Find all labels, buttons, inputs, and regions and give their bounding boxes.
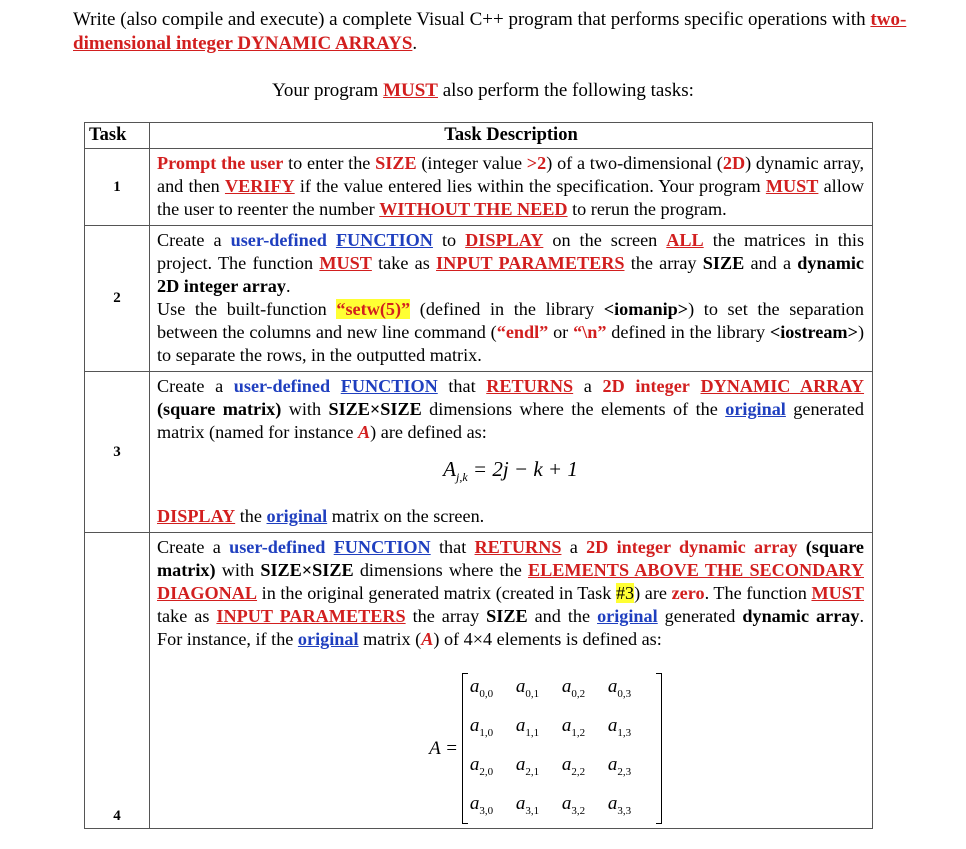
t2-p4: to xyxy=(432,230,466,250)
t1-p1: Prompt the user xyxy=(157,153,284,173)
intro-period: . xyxy=(412,33,418,54)
t4-p27: . For instance, if the xyxy=(157,606,865,650)
t1-p14: to rerun the program. xyxy=(567,199,727,219)
t2-q5: ) to set the separation between the columns and new line command ( xyxy=(157,299,864,342)
t3-d4: matrix on the screen. xyxy=(327,506,485,527)
subtitle-pre: Your program xyxy=(272,80,384,101)
matrix-cell xyxy=(516,714,562,745)
task-table xyxy=(84,122,873,829)
task-number-1: 1 xyxy=(85,149,150,226)
matrix-cell xyxy=(516,792,562,823)
matrix-cell xyxy=(470,675,516,706)
t1-p13: WITHOUT THE NEED xyxy=(379,199,568,219)
t3-p7: 2D integer xyxy=(602,376,690,396)
t3-p13: original xyxy=(725,399,786,419)
matrix-example xyxy=(157,673,864,824)
t4-p13: in the original generated matrix (created in Task xyxy=(257,583,616,604)
matrix-label: A = xyxy=(429,738,458,760)
t1-p10: if the value entered lies within the specification. Your program xyxy=(294,176,766,196)
t3-p14: generated matrix (named for instance xyxy=(157,399,864,442)
t4-p5: RETURNS xyxy=(474,537,562,558)
t2-q6: “endl” xyxy=(496,322,549,342)
formula-lhs: A xyxy=(443,457,456,481)
t1-p9: VERIFY xyxy=(224,176,295,196)
task-row-2 xyxy=(85,226,873,372)
intro-line1: Write (also compile and execute) a complete Visual C++ program that performs specific operations with xyxy=(73,9,866,30)
matrix-cell-subscript: 3,0 xyxy=(479,804,494,817)
t2-p11: INPUT PARAMETERS xyxy=(436,253,625,273)
t4-p10: SIZE×SIZE xyxy=(260,560,354,581)
t2-p2: user-defined xyxy=(230,230,327,250)
t3-p4: that xyxy=(437,376,487,396)
t2-q2: “setw(5)” xyxy=(336,299,411,319)
t2-p14: and a xyxy=(744,253,798,273)
task-description-2 xyxy=(150,226,873,372)
matrix-cell xyxy=(470,714,516,745)
t3-p9: (square matrix) xyxy=(157,399,282,419)
t3-p15: A xyxy=(358,422,371,442)
table-header xyxy=(85,123,873,149)
matrix-cell-letter: a xyxy=(607,792,618,814)
subtitle xyxy=(0,80,966,102)
t2-q4: <iomanip> xyxy=(603,299,689,319)
t4-p17: . The function xyxy=(704,583,812,604)
task-number-2: 2 xyxy=(85,226,150,372)
matrix-cell-letter: a xyxy=(469,753,480,775)
matrix-cell-subscript: 3,2 xyxy=(571,804,586,817)
task-row-1 xyxy=(85,149,873,226)
t2-p6: on the screen xyxy=(543,230,667,250)
t4-p18: MUST xyxy=(811,583,864,604)
t2-p8: the matrices in this project. The function xyxy=(157,230,865,273)
t2-p12: the array xyxy=(624,253,703,273)
task-description-1 xyxy=(150,149,873,226)
formula-rhs: = 2j − k + 1 xyxy=(472,457,578,481)
matrix-grid xyxy=(468,673,656,824)
t3-d1: DISPLAY xyxy=(157,506,236,527)
matrix-cell-subscript: 1,0 xyxy=(479,726,494,739)
t4-p2: user-defined xyxy=(229,537,326,558)
t3-p3: FUNCTION xyxy=(340,376,438,396)
t4-p29: matrix ( xyxy=(358,629,422,650)
t3-p6: a xyxy=(573,376,603,396)
t4-p4: that xyxy=(430,537,475,558)
t1-p8: ) dynamic array, and then xyxy=(157,153,865,196)
matrix-cell-subscript: 1,3 xyxy=(617,726,632,739)
t3-d3: original xyxy=(266,506,328,527)
t4-p15: ) are xyxy=(634,583,672,604)
task-description-4 xyxy=(150,533,873,829)
t4-p31: ) of 4×4 elements is defined as: xyxy=(433,629,662,650)
t1-p7: 2D xyxy=(722,153,746,173)
t2-p9: MUST xyxy=(319,253,372,273)
matrix-cell xyxy=(562,792,608,823)
t1-p4: (integer value xyxy=(416,153,527,173)
header-task: Task xyxy=(85,123,150,149)
t2-p13: SIZE xyxy=(702,253,745,273)
t4-p6: a xyxy=(561,537,587,558)
matrix-cell-letter: a xyxy=(515,792,526,814)
t3-p10: with xyxy=(281,399,329,419)
task-number-4: 4 xyxy=(85,533,150,829)
matrix-cell-letter: a xyxy=(469,676,480,698)
matrix-cell-subscript: 3,1 xyxy=(525,804,540,817)
t2-p1: Create a xyxy=(157,230,231,250)
matrix-cell-subscript: 0,2 xyxy=(571,687,586,700)
t4-p7: 2D integer dynamic array xyxy=(586,537,798,558)
t3-p2: user-defined xyxy=(233,376,331,396)
matrix-cell xyxy=(516,675,562,706)
intro-text xyxy=(73,8,933,56)
t4-p8: (square matrix) xyxy=(157,537,865,581)
matrix-cell-subscript: 2,2 xyxy=(571,765,586,778)
t1-p11: MUST xyxy=(765,176,819,196)
t2-q8: “\n” xyxy=(573,322,607,342)
matrix-cell-letter: a xyxy=(561,753,572,775)
t3-p1: Create a xyxy=(157,376,234,396)
intro-emphasis: two-dimensional integer DYNAMIC ARRAYS xyxy=(73,9,907,54)
t1-p6: ) of a two-dimensional ( xyxy=(546,153,723,173)
matrix-cell-letter: a xyxy=(561,792,572,814)
task-number-3: 3 xyxy=(85,372,150,533)
t4-p23: and the xyxy=(527,606,598,627)
right-bracket xyxy=(656,673,662,824)
matrix-cell xyxy=(562,753,608,784)
subtitle-must: MUST xyxy=(383,80,438,101)
matrix-cell-subscript: 1,1 xyxy=(525,726,540,739)
matrix-cell-letter: a xyxy=(607,714,618,736)
t3-p16: ) are defined as: xyxy=(370,422,487,442)
t4-p12: ELEMENTS ABOVE THE SECONDARY DIAGONAL xyxy=(157,560,864,604)
t4-p3: FUNCTION xyxy=(333,537,431,558)
matrix-cell-subscript: 2,0 xyxy=(479,765,494,778)
t2-q3: (defined in the library xyxy=(410,299,604,319)
matrix-cell-letter: a xyxy=(607,753,618,775)
matrix-cell-letter: a xyxy=(515,676,526,698)
t2-p7: ALL xyxy=(666,230,704,250)
t4-p20: INPUT PARAMETERS xyxy=(216,606,406,627)
matrix-cell-subscript: 1,2 xyxy=(571,726,586,739)
t2-q1: Use the built-function xyxy=(157,299,337,319)
t2-q11: ) to separate the rows, in the outputted matrix. xyxy=(157,322,864,365)
t4-p28: original xyxy=(297,629,359,650)
t4-p24: original xyxy=(597,606,658,627)
header-description: Task Description xyxy=(150,123,873,149)
matrix-cell-subscript: 2,1 xyxy=(525,765,540,778)
t4-p22: SIZE xyxy=(486,606,528,627)
matrix-cell-subscript: 0,1 xyxy=(525,687,540,700)
matrix-cell-letter: a xyxy=(561,676,572,698)
task-description-3 xyxy=(150,372,873,533)
t2-q9: defined in the library xyxy=(606,322,770,342)
matrix-cell xyxy=(470,753,516,784)
t4-p14: #3 xyxy=(615,583,635,604)
t4-p9: with xyxy=(215,560,261,581)
t2-q10: <iostream> xyxy=(769,322,858,342)
matrix-cell xyxy=(562,675,608,706)
t3-d2: the xyxy=(235,506,267,527)
matrix-cell xyxy=(608,675,654,706)
matrix-cell-subscript: 3,3 xyxy=(617,804,632,817)
t4-p30: A xyxy=(421,629,434,650)
t4-p25: generated xyxy=(657,606,743,627)
task-row-4 xyxy=(85,533,873,829)
matrix-cell xyxy=(470,792,516,823)
matrix-cell-letter: a xyxy=(561,714,572,736)
t2-p3: FUNCTION xyxy=(335,230,433,250)
formula-subscript: j,k xyxy=(455,470,468,485)
matrix-cell-subscript: 2,3 xyxy=(617,765,632,778)
matrix-cell-letter: a xyxy=(515,714,526,736)
t4-p11: dimensions where the xyxy=(353,560,528,581)
matrix-cell-letter: a xyxy=(607,676,618,698)
matrix-cell-subscript: 0,0 xyxy=(479,687,494,700)
t4-p16: zero xyxy=(671,583,705,604)
matrix-cell-letter: a xyxy=(469,714,480,736)
t3-p5: RETURNS xyxy=(486,376,574,396)
matrix-cell xyxy=(562,714,608,745)
t2-p15: dynamic 2D integer array xyxy=(157,253,864,296)
t2-p5: DISPLAY xyxy=(465,230,544,250)
subtitle-post: also perform the following tasks: xyxy=(437,80,694,101)
matrix-cell xyxy=(608,753,654,784)
t3-p11: SIZE×SIZE xyxy=(328,399,422,419)
t4-p21: the array xyxy=(405,606,487,627)
t4-p19: take as xyxy=(157,606,217,627)
t2-p10: take as xyxy=(371,253,437,273)
matrix-cell-subscript: 0,3 xyxy=(617,687,632,700)
task-row-3 xyxy=(85,372,873,533)
t3-p8: DYNAMIC ARRAY xyxy=(700,376,865,396)
t4-p1: Create a xyxy=(157,537,230,558)
matrix-cell-letter: a xyxy=(469,792,480,814)
t4-p26: dynamic array xyxy=(742,606,860,627)
formula xyxy=(157,458,864,489)
t2-q7: or xyxy=(548,322,574,342)
t1-p12: allow the user to reenter the number xyxy=(157,176,864,219)
matrix-cell xyxy=(608,792,654,823)
t1-p3: SIZE xyxy=(375,153,417,173)
t2-p16: . xyxy=(285,276,291,296)
matrix-cell xyxy=(516,753,562,784)
t3-p12: dimensions where the elements of the xyxy=(421,399,726,419)
matrix-cell xyxy=(608,714,654,745)
matrix-cell-letter: a xyxy=(515,753,526,775)
t1-p2: to enter the xyxy=(283,153,376,173)
t1-p5: >2 xyxy=(526,153,547,173)
